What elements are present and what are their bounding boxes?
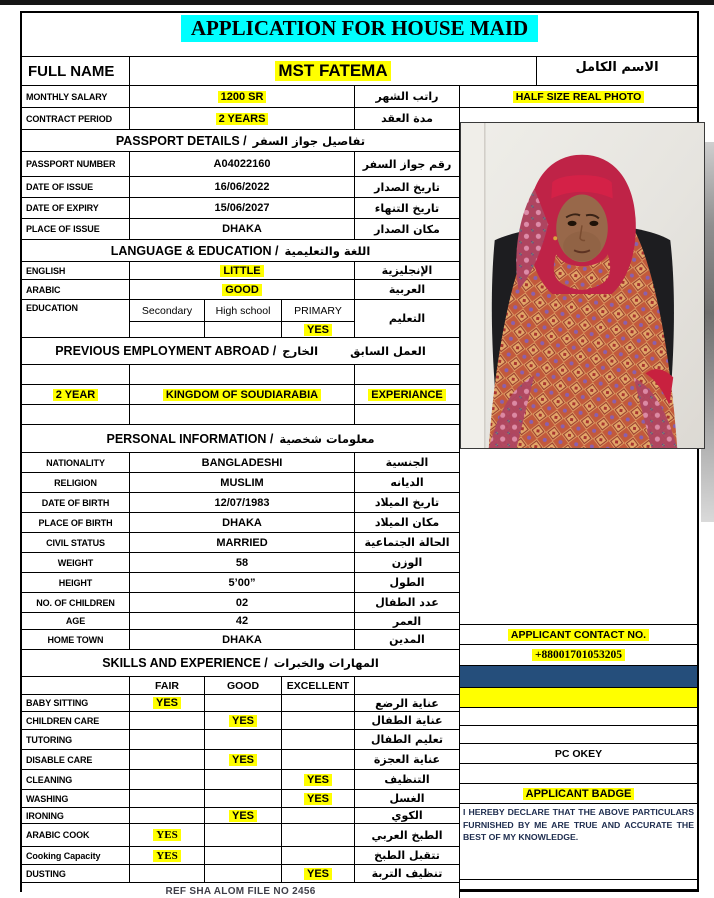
washing-label: WASHING <box>22 790 130 808</box>
empty-cell <box>460 708 697 726</box>
passport-section-header <box>22 130 460 152</box>
empty-cell <box>282 750 355 770</box>
baby-sitting-arabic: عناية الرضع <box>375 696 439 710</box>
washing-arabic: الغسل <box>389 792 425 805</box>
height-label: HEIGHT <box>22 573 130 593</box>
empty-cell <box>460 448 697 625</box>
weight-label: WEIGHT <box>22 553 130 573</box>
weight-arabic: الوزن <box>391 556 423 569</box>
date-of-issue-value: 16/06/2022 <box>130 177 355 198</box>
children-care-good: YES <box>229 715 257 727</box>
date-of-birth-value: 12/07/1983 <box>130 493 355 513</box>
skills-header-ar: المهارات والخبرات <box>273 656 379 670</box>
row-arabic <box>22 280 460 300</box>
photo-label: HALF SIZE REAL PHOTO <box>513 91 645 103</box>
contact-label: APPLICANT CONTACT NO. <box>508 629 649 641</box>
row-date-of-expiry <box>22 198 460 219</box>
previous-employment-header-ar1: الخارج <box>282 344 319 358</box>
home-town-value: DHAKA <box>130 630 355 650</box>
ironing-good: YES <box>229 810 257 822</box>
application-document <box>20 11 699 897</box>
religion-label: RELIGION <box>22 473 130 493</box>
page-title: APPLICATION FOR HOUSE MAID <box>181 15 538 42</box>
declaration-text: I HEREBY DECLARE THAT THE ABOVE PARTICULARS FURNISHED BY ME ARE TRUE AND ACCURATE THE BEST OF MY KNOWLEDGE. <box>463 807 694 843</box>
row-ironing <box>22 808 460 824</box>
education-col-secondary: Secondary <box>130 300 205 322</box>
row-education <box>22 300 460 338</box>
pc-status-cell <box>460 744 697 764</box>
cooking-capacity-fair: YES <box>153 850 180 862</box>
place-of-birth-value: DHAKA <box>130 513 355 533</box>
age-value: 42 <box>130 613 355 630</box>
education-label: EDUCATION <box>22 300 130 338</box>
empty-cell <box>22 365 130 385</box>
tutoring-label: TUTORING <box>22 730 130 750</box>
nationality-label: NATIONALITY <box>22 453 130 473</box>
empty-cell <box>130 865 205 883</box>
children-care-arabic: عناية الطفال <box>371 714 443 727</box>
empty-cell <box>205 824 282 847</box>
nationality-value: BANGLADESHI <box>130 453 355 473</box>
empty-cell <box>282 695 355 712</box>
monthly-salary-arabic: راتب الشهر <box>375 90 439 103</box>
empty-cell <box>460 726 697 744</box>
children-label: NO. OF CHILDREN <box>22 593 130 613</box>
age-label: AGE <box>22 613 130 630</box>
left-table <box>22 86 460 898</box>
row-nationality <box>22 453 460 473</box>
skills-columns-row <box>22 677 460 695</box>
previous-employment-data-row <box>22 385 460 405</box>
ironing-label: IRONING <box>22 808 130 824</box>
contact-label-cell <box>460 625 697 645</box>
previous-employment-header-en: PREVIOUS EMPLOYMENT ABROAD / <box>55 344 277 358</box>
children-arabic: عدد الطفال <box>375 596 439 609</box>
empty-cell <box>205 865 282 883</box>
language-section-header <box>22 240 460 262</box>
row-age <box>22 613 460 630</box>
place-of-issue-label: PLACE OF ISSUE <box>22 219 130 240</box>
baby-sitting-label: BABY SITTING <box>22 695 130 712</box>
date-of-birth-arabic: تاريخ الميلاد <box>374 496 440 509</box>
education-arabic: التعليم <box>388 312 426 325</box>
row-children-care <box>22 712 460 730</box>
full-name-value: MST FATEMA <box>275 61 390 81</box>
badge-label: APPLICANT BADGE <box>523 788 635 800</box>
passport-header-en: PASSPORT DETAILS / <box>115 133 247 148</box>
empty-cell <box>460 764 697 784</box>
contact-number: +88001701053205 <box>532 649 625 661</box>
row-place-of-issue <box>22 219 460 240</box>
religion-arabic: الديانه <box>390 476 424 489</box>
full-name-arabic: الاسم الكامل <box>575 60 659 75</box>
tutoring-arabic: تعليم الطفال <box>371 733 443 746</box>
empty-cell <box>130 790 205 808</box>
row-dusting <box>22 865 460 883</box>
civil-status-arabic: الحالة الجتماعية <box>364 536 450 549</box>
applicant-photo <box>460 122 705 449</box>
full-name-label: FULL NAME <box>22 57 130 86</box>
row-baby-sitting <box>22 695 460 712</box>
empty-cell <box>282 808 355 824</box>
previous-employment-header <box>22 338 460 365</box>
dusting-label: DUSTING <box>22 865 130 883</box>
empty-cell <box>22 677 130 695</box>
empty-cell <box>355 677 460 695</box>
empty-cell <box>130 712 205 730</box>
empty-cell <box>205 695 282 712</box>
date-of-expiry-label: DATE OF EXPIRY <box>22 198 130 219</box>
contract-period-value: 2 YEARS <box>216 113 269 125</box>
nationality-arabic: الجنسية <box>385 456 429 469</box>
empty-cell <box>205 790 282 808</box>
row-place-of-birth <box>22 513 460 533</box>
contract-period-label: CONTRACT PERIOD <box>22 108 130 130</box>
empty-cell <box>130 405 355 425</box>
place-of-birth-arabic: مكان الميلاد <box>374 516 440 529</box>
arabic-cook-label: ARABIC COOK <box>22 824 130 847</box>
home-town-arabic: المدين <box>389 633 425 646</box>
cleaning-arabic: التنظيف <box>384 773 430 786</box>
disable-care-label: DISABLE CARE <box>22 750 130 770</box>
previous-employment-header-ar2: العمل السابق <box>350 344 426 358</box>
previous-employment-empty-row-1 <box>22 365 460 385</box>
education-secondary-answer <box>130 322 205 338</box>
skills-header-en: SKILLS AND EXPERIENCE / <box>102 656 268 670</box>
row-cleaning <box>22 770 460 790</box>
empty-cell <box>205 847 282 865</box>
title-row <box>22 13 697 57</box>
row-monthly-salary <box>22 86 460 108</box>
dusting-arabic: تنظيف التربة <box>371 867 443 880</box>
empty-cell <box>130 808 205 824</box>
row-religion <box>22 473 460 493</box>
weight-value: 58 <box>130 553 355 573</box>
personal-section-header <box>22 425 460 453</box>
experience-years: 2 YEAR <box>53 389 99 401</box>
passport-number-value: A04022160 <box>130 152 355 177</box>
yellow-bar <box>460 688 697 708</box>
date-of-issue-label: DATE OF ISSUE <box>22 177 130 198</box>
scan-top-bar <box>0 0 714 5</box>
cooking-capacity-arabic: تتقبل الطبخ <box>374 849 440 862</box>
badge-label-cell <box>460 784 697 804</box>
passport-number-label: PASSPORT NUMBER <box>22 152 130 177</box>
skills-section-header <box>22 650 460 677</box>
row-tutoring <box>22 730 460 750</box>
english-arabic: الإنجليزية <box>381 264 433 277</box>
personal-header-ar: معلومات شخصية <box>279 431 375 446</box>
dusting-excellent: YES <box>304 868 332 880</box>
monthly-salary-value: 1200 SR <box>218 91 267 103</box>
row-contract-period <box>22 108 460 130</box>
empty-cell <box>282 730 355 750</box>
empty-cell <box>205 770 282 790</box>
monthly-salary-label: MONTHLY SALARY <box>22 86 130 108</box>
ironing-arabic: الكوي <box>391 809 423 822</box>
cleaning-label: CLEANING <box>22 770 130 790</box>
row-weight <box>22 553 460 573</box>
passport-header-ar: تفاصيل جواز السفر <box>252 133 366 148</box>
date-of-birth-label: DATE OF BIRTH <box>22 493 130 513</box>
empty-cell <box>282 824 355 847</box>
language-header-ar: اللغة والتعليمية <box>284 243 371 258</box>
footer-ref-row <box>22 883 460 898</box>
file-reference: REF SHA ALOM FILE NO 2456 <box>165 886 316 897</box>
civil-status-label: CIVIL STATUS <box>22 533 130 553</box>
date-of-expiry-arabic: تاريخ التنهاء <box>374 201 440 215</box>
empty-cell <box>130 730 205 750</box>
empty-cell <box>22 405 130 425</box>
height-value: 5’00” <box>130 573 355 593</box>
language-header-en: LANGUAGE & EDUCATION / <box>110 243 279 258</box>
previous-employment-empty-row-2 <box>22 405 460 425</box>
washing-excellent: YES <box>304 793 332 805</box>
arabic-cook-arabic: الطبخ العربي <box>371 828 443 842</box>
place-of-birth-label: PLACE OF BIRTH <box>22 513 130 533</box>
empty-cell <box>205 730 282 750</box>
arabic-arabic: العربية <box>388 283 426 296</box>
row-washing <box>22 790 460 808</box>
row-passport-number <box>22 152 460 177</box>
passport-number-arabic: رقم جواز السفر <box>362 157 452 171</box>
age-arabic: العمر <box>392 614 422 628</box>
row-arabic-cook <box>22 824 460 847</box>
english-label: ENGLISH <box>22 262 130 280</box>
cleaning-excellent: YES <box>304 774 332 786</box>
contract-period-arabic: مدة العقد <box>381 112 433 125</box>
cooking-capacity-label: Cooking Capacity <box>22 847 130 865</box>
arabic-label: ARABIC <box>22 280 130 300</box>
date-of-issue-arabic: تاريخ الصدار <box>374 180 440 194</box>
place-of-issue-arabic: مكان الصدار <box>374 222 440 236</box>
english-value: LITTLE <box>220 265 263 277</box>
children-care-label: CHILDREN CARE <box>22 712 130 730</box>
row-cooking-capacity <box>22 847 460 865</box>
empty-cell <box>130 365 355 385</box>
row-disable-care <box>22 750 460 770</box>
row-home-town <box>22 630 460 650</box>
empty-cell <box>355 405 460 425</box>
education-primary-answer: YES <box>304 324 332 336</box>
disable-care-arabic: عناية العجزة <box>373 753 441 766</box>
contact-number-cell <box>460 645 697 666</box>
row-date-of-birth <box>22 493 460 513</box>
baby-sitting-fair: YES <box>153 697 181 709</box>
row-english <box>22 262 460 280</box>
children-value: 02 <box>130 593 355 613</box>
row-height <box>22 573 460 593</box>
religion-value: MUSLIM <box>130 473 355 493</box>
empty-cell <box>355 365 460 385</box>
empty-cell <box>282 712 355 730</box>
height-arabic: الطول <box>389 576 425 589</box>
disable-care-good: YES <box>229 754 257 766</box>
experience-note: EXPERIANCE <box>368 389 446 401</box>
personal-header-en: PERSONAL INFORMATION / <box>106 431 274 446</box>
pc-status: PC OKEY <box>554 747 603 760</box>
date-of-expiry-value: 15/06/2027 <box>130 198 355 219</box>
home-town-label: HOME TOWN <box>22 630 130 650</box>
education-highschool-answer <box>205 322 282 338</box>
blue-bar <box>460 666 697 688</box>
experience-country: KINGDOM OF SOUDIARABIA <box>163 389 321 401</box>
education-col-primary: PRIMARY <box>282 300 355 322</box>
arabic-cook-fair: YES <box>153 829 180 841</box>
row-children <box>22 593 460 613</box>
skills-col-fair: FAIR <box>130 677 205 695</box>
place-of-issue-value: DHAKA <box>130 219 355 240</box>
applicant-photo-illustration <box>461 123 704 448</box>
row-civil-status <box>22 533 460 553</box>
photo-label-cell <box>460 86 697 108</box>
row-date-of-issue <box>22 177 460 198</box>
empty-cell <box>460 880 697 890</box>
skills-col-excellent: EXCELLENT <box>282 677 355 695</box>
skills-col-good: GOOD <box>205 677 282 695</box>
empty-cell <box>130 750 205 770</box>
full-name-row <box>22 57 697 86</box>
arabic-value: GOOD <box>222 284 262 296</box>
civil-status-value: MARRIED <box>130 533 355 553</box>
declaration-cell <box>460 804 697 880</box>
empty-cell <box>282 847 355 865</box>
education-col-highschool: High school <box>205 300 282 322</box>
empty-cell <box>130 770 205 790</box>
